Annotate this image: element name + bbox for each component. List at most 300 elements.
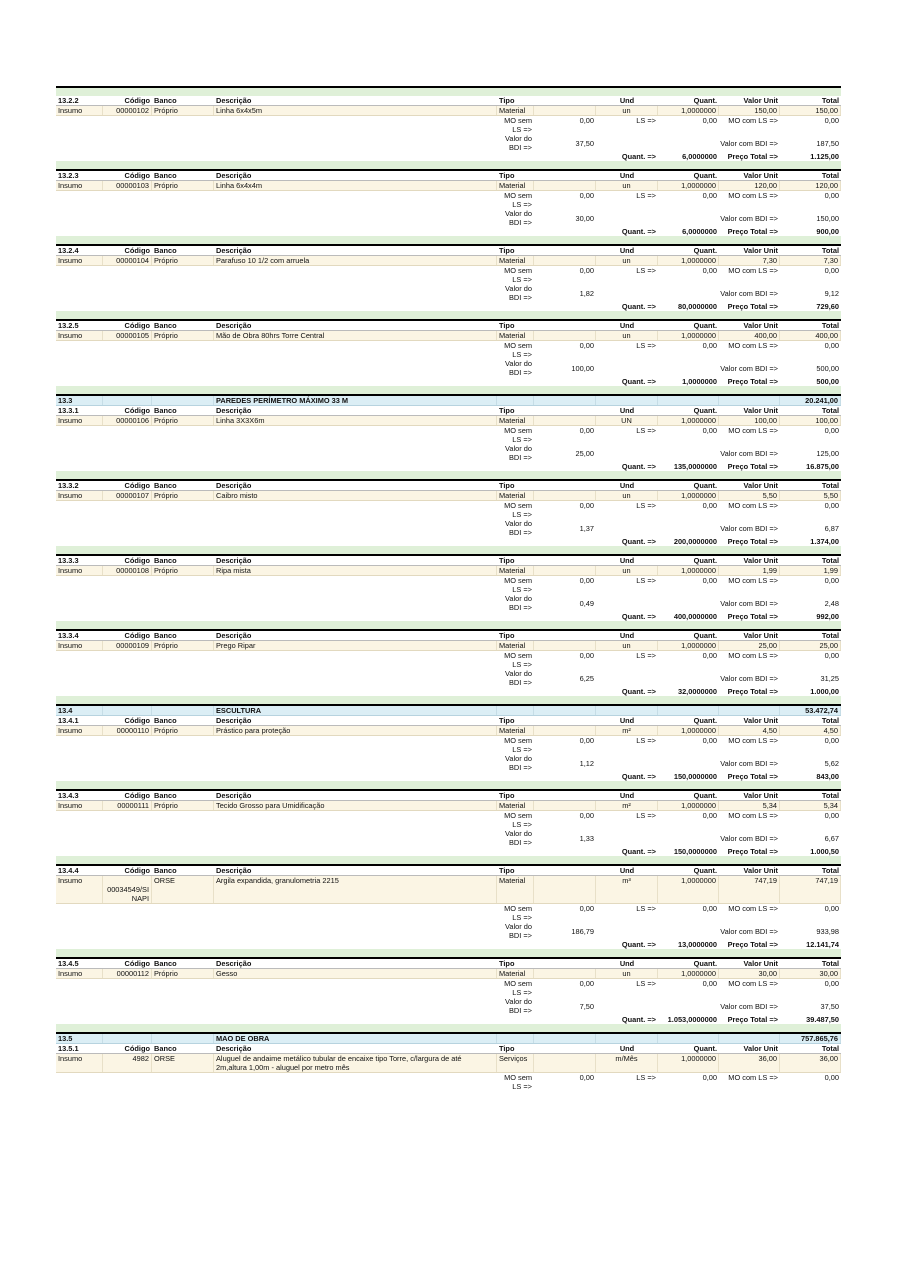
spacer [152, 426, 214, 444]
spacer [152, 341, 214, 359]
valor-com-bdi-value: 150,00 [816, 213, 839, 223]
spacer [152, 501, 214, 519]
header-descricao: Descrição [216, 791, 252, 800]
spacer [214, 940, 497, 949]
mo-row [56, 116, 841, 134]
spacer [497, 227, 534, 236]
valor-bdi-label: Valor do BDI => [505, 134, 532, 152]
insumo-type: Insumo [56, 181, 103, 190]
insumo-row [56, 641, 841, 651]
spacer [497, 1015, 534, 1024]
spacer [152, 772, 214, 781]
composition-block [56, 321, 841, 396]
spacer [214, 266, 497, 284]
spacer [56, 266, 103, 284]
spacer [103, 266, 152, 284]
mo-sem-ls-value: 0,00 [579, 341, 594, 350]
quant-value: 150,0000000 [673, 847, 717, 856]
header-quant: Quant. [693, 96, 717, 105]
insumo-coef: 1,0000000 [658, 416, 719, 425]
spacer [103, 341, 152, 359]
group-empty [534, 396, 596, 405]
mo-com-ls-value: 0,00 [824, 811, 839, 820]
ls-label: LS => [636, 811, 656, 820]
insumo-descricao: Linha 3X3X6m [214, 416, 497, 425]
valor-bdi-label: Valor do BDI => [505, 754, 532, 772]
mo-sem-ls-label: MO sem LS => [504, 736, 532, 754]
quant-total-row [56, 1015, 841, 1024]
spacer [103, 302, 152, 311]
spacer [56, 736, 103, 754]
composition-block [56, 959, 841, 1034]
header-descricao: Descrição [216, 556, 252, 565]
header-total: Total [821, 406, 839, 415]
group-description: MAO DE OBRA [214, 1034, 497, 1043]
ls-value: 0,00 [702, 651, 717, 660]
spacer [56, 979, 103, 997]
bdi-row [56, 209, 841, 227]
bdi-row [56, 284, 841, 302]
valor-bdi-label: Valor do BDI => [505, 284, 532, 302]
insumo-und: un [596, 256, 658, 265]
spacer [103, 191, 152, 209]
mo-row [56, 576, 841, 594]
header-total: Total [821, 171, 839, 180]
composition-block [56, 706, 841, 791]
composition-item: 13.4.4 [58, 866, 79, 875]
composition-block [56, 556, 841, 631]
spacer [214, 191, 497, 209]
spacer [214, 152, 497, 161]
header-codigo: Código [124, 631, 150, 640]
spacer [152, 116, 214, 134]
bdi-row [56, 829, 841, 847]
insumo-banco: Próprio [152, 641, 214, 650]
header-codigo: Código [124, 321, 150, 330]
spacer [152, 847, 214, 856]
mo-sem-ls-label: MO sem LS => [504, 811, 532, 829]
spacer [497, 847, 534, 856]
insumo-coef: 1,0000000 [658, 969, 719, 978]
spacer [214, 576, 497, 594]
insumo-type: Insumo [56, 1054, 103, 1072]
insumo-codigo: 00000106 [103, 416, 152, 425]
composition-header [56, 716, 841, 726]
header-quant: Quant. [693, 171, 717, 180]
insumo-total: 1,99 [780, 566, 841, 575]
ls-value: 0,00 [702, 979, 717, 988]
mo-com-ls-value: 0,00 [824, 736, 839, 745]
composition-header [56, 406, 841, 416]
ls-label: LS => [636, 191, 656, 200]
valor-bdi-label: Valor do BDI => [505, 444, 532, 462]
section-gap [56, 696, 841, 704]
spacer [152, 904, 214, 922]
header-tipo: Tipo [499, 556, 515, 565]
valor-com-bdi-value: 37,50 [820, 1001, 839, 1011]
insumo-total: 25,00 [780, 641, 841, 650]
bdi-row [56, 134, 841, 152]
composition-item: 13.2.5 [58, 321, 79, 330]
valor-bdi-label: Valor do BDI => [505, 519, 532, 537]
spacer [152, 377, 214, 386]
insumo-tipo: Material [497, 726, 534, 735]
spacer [152, 227, 214, 236]
valor-bdi-value: 1,12 [579, 758, 594, 768]
valor-com-bdi-label: Valor com BDI => [720, 1001, 778, 1011]
group-empty [152, 396, 214, 405]
header-quant: Quant. [693, 791, 717, 800]
section-gap [56, 386, 841, 394]
insumo-row [56, 256, 841, 266]
spacer [56, 651, 103, 669]
mo-com-ls-label: MO com LS => [728, 501, 778, 510]
insumo-descricao: Ripa mista [214, 566, 497, 575]
insumo-codigo: 00000107 [103, 491, 152, 500]
quant-value: 150,0000000 [673, 772, 717, 781]
spacer [56, 152, 103, 161]
mo-com-ls-value: 0,00 [824, 266, 839, 275]
mo-sem-ls-value: 0,00 [579, 904, 594, 913]
mo-com-ls-label: MO com LS => [728, 811, 778, 820]
section-gap [56, 311, 841, 319]
header-tipo: Tipo [499, 246, 515, 255]
spacer [214, 341, 497, 359]
insumo-banco: ORSE [152, 1054, 214, 1072]
header-banco: Banco [154, 866, 177, 875]
valor-com-bdi-value: 2,48 [824, 598, 839, 608]
insumo-codigo: 00034549/SINAPI [103, 876, 152, 903]
mo-sem-ls-value: 0,00 [579, 426, 594, 435]
preco-total-value: 500,00 [816, 377, 839, 386]
valor-bdi-value: 37,50 [575, 138, 594, 148]
header-quant: Quant. [693, 321, 717, 330]
quant-total-row [56, 612, 841, 621]
insumo-banco: Próprio [152, 181, 214, 190]
header-empty [534, 1044, 596, 1053]
section-gap [56, 546, 841, 554]
header-codigo: Código [124, 171, 150, 180]
ls-value: 0,00 [702, 341, 717, 350]
valor-com-bdi-value: 125,00 [816, 448, 839, 458]
insumo-tipo: Material [497, 331, 534, 340]
header-banco: Banco [154, 96, 177, 105]
insumo-codigo: 00000105 [103, 331, 152, 340]
mo-com-ls-label: MO com LS => [728, 191, 778, 200]
header-und: Und [619, 246, 635, 255]
spacer [497, 152, 534, 161]
header-und: Und [619, 406, 635, 415]
insumo-row [56, 801, 841, 811]
quant-label: Quant. => [621, 612, 656, 621]
quant-label: Quant. => [621, 537, 656, 546]
spacer [497, 377, 534, 386]
spacer [534, 302, 596, 311]
spacer [103, 1015, 152, 1024]
insumo-descricao: Parafuso 10 1/2 com arruela [214, 256, 497, 265]
spacer [214, 116, 497, 134]
insumo-valor-unit: 25,00 [719, 641, 780, 650]
header-valor-unit: Valor Unit [743, 631, 778, 640]
spacer [214, 377, 497, 386]
header-quant: Quant. [693, 959, 717, 968]
insumo-descricao: Tecido Grosso para Umidificação [214, 801, 497, 810]
insumo-coef: 1,0000000 [658, 331, 719, 340]
ls-label: LS => [636, 116, 656, 125]
valor-bdi-label: Valor do BDI => [505, 829, 532, 847]
header-total: Total [821, 1044, 839, 1053]
header-descricao: Descrição [216, 631, 252, 640]
header-und: Und [619, 866, 635, 875]
compositions-list [56, 96, 841, 1091]
header-empty [534, 631, 596, 640]
ls-label: LS => [636, 341, 656, 350]
spacer [103, 651, 152, 669]
mo-com-ls-label: MO com LS => [728, 904, 778, 913]
quant-total-row [56, 537, 841, 546]
bdi-row [56, 922, 841, 940]
spacer [103, 736, 152, 754]
composition-item: 13.3.3 [58, 556, 79, 565]
mo-com-ls-label: MO com LS => [728, 576, 778, 585]
spacer [214, 811, 497, 829]
insumo-und: m/Mês [596, 1054, 658, 1072]
quant-total-row [56, 772, 841, 781]
insumo-codigo: 00000111 [103, 801, 152, 810]
composition-block [56, 246, 841, 321]
quant-total-row [56, 302, 841, 311]
mo-sem-ls-label: MO sem LS => [504, 426, 532, 444]
preco-total-label: Preço Total => [727, 152, 778, 161]
insumo-empty [534, 416, 596, 425]
header-descricao: Descrição [216, 1044, 252, 1053]
spacer [214, 651, 497, 669]
group-empty [719, 1034, 780, 1043]
spacer [214, 979, 497, 997]
insumo-row [56, 181, 841, 191]
insumo-valor-unit: 400,00 [719, 331, 780, 340]
header-banco: Banco [154, 481, 177, 490]
mo-sem-ls-label: MO sem LS => [504, 1073, 532, 1091]
insumo-und: m³ [596, 876, 658, 903]
valor-bdi-label: Valor do BDI => [505, 209, 532, 227]
preco-total-value: 1.000,50 [810, 847, 839, 856]
valor-com-bdi-label: Valor com BDI => [720, 138, 778, 148]
section-gap [56, 471, 841, 479]
insumo-coef: 1,0000000 [658, 566, 719, 575]
header-total: Total [821, 481, 839, 490]
quant-value: 13,0000000 [677, 940, 717, 949]
mo-com-ls-label: MO com LS => [728, 979, 778, 988]
mo-com-ls-value: 0,00 [824, 576, 839, 585]
insumo-descricao: Linha 6x4x5m [214, 106, 497, 115]
preco-total-label: Preço Total => [727, 537, 778, 546]
mo-row [56, 811, 841, 829]
spacer [534, 687, 596, 696]
header-empty [534, 866, 596, 875]
insumo-type: Insumo [56, 641, 103, 650]
header-quant: Quant. [693, 1044, 717, 1053]
spacer [56, 1015, 103, 1024]
insumo-type: Insumo [56, 969, 103, 978]
spacer [214, 1015, 497, 1024]
mo-com-ls-value: 0,00 [824, 904, 839, 913]
insumo-codigo: 00000102 [103, 106, 152, 115]
spacer [497, 462, 534, 471]
bdi-row [56, 754, 841, 772]
mo-sem-ls-value: 0,00 [579, 576, 594, 585]
spacer [214, 1073, 497, 1091]
spacer [214, 847, 497, 856]
ls-value: 0,00 [702, 736, 717, 745]
header-codigo: Código [124, 716, 150, 725]
insumo-tipo: Material [497, 416, 534, 425]
insumo-tipo: Material [497, 566, 534, 575]
valor-bdi-value: 1,37 [579, 523, 594, 533]
valor-com-bdi-value: 5,62 [824, 758, 839, 768]
spacer [152, 462, 214, 471]
valor-com-bdi-label: Valor com BDI => [720, 448, 778, 458]
composition-header [56, 96, 841, 106]
spacer [214, 501, 497, 519]
header-tipo: Tipo [499, 1044, 515, 1053]
ls-value: 0,00 [702, 904, 717, 913]
mo-row [56, 191, 841, 209]
ls-label: LS => [636, 736, 656, 745]
mo-row [56, 651, 841, 669]
quant-label: Quant. => [621, 1015, 656, 1024]
bdi-row [56, 444, 841, 462]
insumo-und: m² [596, 726, 658, 735]
preco-total-label: Preço Total => [727, 612, 778, 621]
insumo-descricao: Prego Ripar [214, 641, 497, 650]
spacer [56, 462, 103, 471]
composition-block [56, 1034, 841, 1091]
spacer [56, 426, 103, 444]
section-gap [56, 781, 841, 789]
spacer [103, 940, 152, 949]
bdi-row [56, 519, 841, 537]
composition-item: 13.3.1 [58, 406, 79, 415]
insumo-type: Insumo [56, 491, 103, 500]
mo-com-ls-value: 0,00 [824, 191, 839, 200]
spacer [56, 1073, 103, 1091]
valor-com-bdi-label: Valor com BDI => [720, 926, 778, 936]
bdi-row [56, 359, 841, 377]
header-und: Und [619, 791, 635, 800]
spacer [152, 1073, 214, 1091]
insumo-codigo: 00000104 [103, 256, 152, 265]
group-empty [103, 706, 152, 715]
spacer [534, 377, 596, 386]
composition-header [56, 556, 841, 566]
ls-label: LS => [636, 651, 656, 660]
composition-item: 13.3.4 [58, 631, 79, 640]
mo-sem-ls-label: MO sem LS => [504, 341, 532, 359]
insumo-total: 100,00 [780, 416, 841, 425]
valor-bdi-label: Valor do BDI => [505, 997, 532, 1015]
spacer [497, 772, 534, 781]
header-tipo: Tipo [499, 631, 515, 640]
valor-com-bdi-label: Valor com BDI => [720, 363, 778, 373]
insumo-row [56, 416, 841, 426]
spacer [103, 227, 152, 236]
spacer [152, 687, 214, 696]
insumo-coef: 1,0000000 [658, 181, 719, 190]
insumo-und: un [596, 969, 658, 978]
valor-com-bdi-value: 933,98 [816, 926, 839, 936]
mo-row [56, 1073, 841, 1091]
spacer [103, 426, 152, 444]
composition-block [56, 791, 841, 866]
header-und: Und [619, 481, 635, 490]
insumo-descricao: Mão de Obra 80hrs Torre Central [214, 331, 497, 340]
spacer [56, 537, 103, 546]
header-total: Total [821, 631, 839, 640]
insumo-und: UN [596, 416, 658, 425]
quant-label: Quant. => [621, 847, 656, 856]
preco-total-label: Preço Total => [727, 1015, 778, 1024]
header-valor-unit: Valor Unit [743, 406, 778, 415]
composition-header [56, 631, 841, 641]
preco-total-value: 12.141,74 [806, 940, 839, 949]
spacer [534, 847, 596, 856]
spacer [497, 302, 534, 311]
spacer [56, 772, 103, 781]
header-banco: Banco [154, 556, 177, 565]
spacer [56, 116, 103, 134]
bdi-row [56, 669, 841, 687]
insumo-empty [534, 1054, 596, 1072]
insumo-total: 150,00 [780, 106, 841, 115]
valor-com-bdi-value: 6,67 [824, 833, 839, 843]
insumo-codigo: 00000108 [103, 566, 152, 575]
insumo-coef: 1,0000000 [658, 801, 719, 810]
header-empty [534, 716, 596, 725]
insumo-valor-unit: 7,30 [719, 256, 780, 265]
composition-item: 13.2.3 [58, 171, 79, 180]
preco-total-value: 1.000,00 [810, 687, 839, 696]
header-descricao: Descrição [216, 96, 252, 105]
header-total: Total [821, 321, 839, 330]
insumo-empty [534, 331, 596, 340]
header-und: Und [619, 716, 635, 725]
header-total: Total [821, 866, 839, 875]
insumo-tipo: Material [497, 181, 534, 190]
quant-value: 1.053,0000000 [667, 1015, 717, 1024]
mo-com-ls-label: MO com LS => [728, 426, 778, 435]
header-descricao: Descrição [216, 866, 252, 875]
insumo-valor-unit: 100,00 [719, 416, 780, 425]
composition-item: 13.5.1 [58, 1044, 79, 1053]
group-item: 13.4 [56, 706, 103, 715]
header-tipo: Tipo [499, 481, 515, 490]
spacer [103, 687, 152, 696]
insumo-row [56, 1054, 841, 1073]
composition-header [56, 1044, 841, 1054]
insumo-descricao: Aluguel de andaime metálico tubular de encaixe tipo Torre, c/largura de até 2m,altura 1,00m - aluguel por metro mês [214, 1054, 497, 1072]
mo-com-ls-value: 0,00 [824, 116, 839, 125]
mo-sem-ls-value: 0,00 [579, 651, 594, 660]
header-banco: Banco [154, 246, 177, 255]
header-valor-unit: Valor Unit [743, 959, 778, 968]
valor-com-bdi-label: Valor com BDI => [720, 833, 778, 843]
quant-total-row [56, 462, 841, 471]
quant-label: Quant. => [621, 772, 656, 781]
valor-bdi-label: Valor do BDI => [505, 359, 532, 377]
section-gap [56, 236, 841, 244]
group-empty [596, 1034, 658, 1043]
